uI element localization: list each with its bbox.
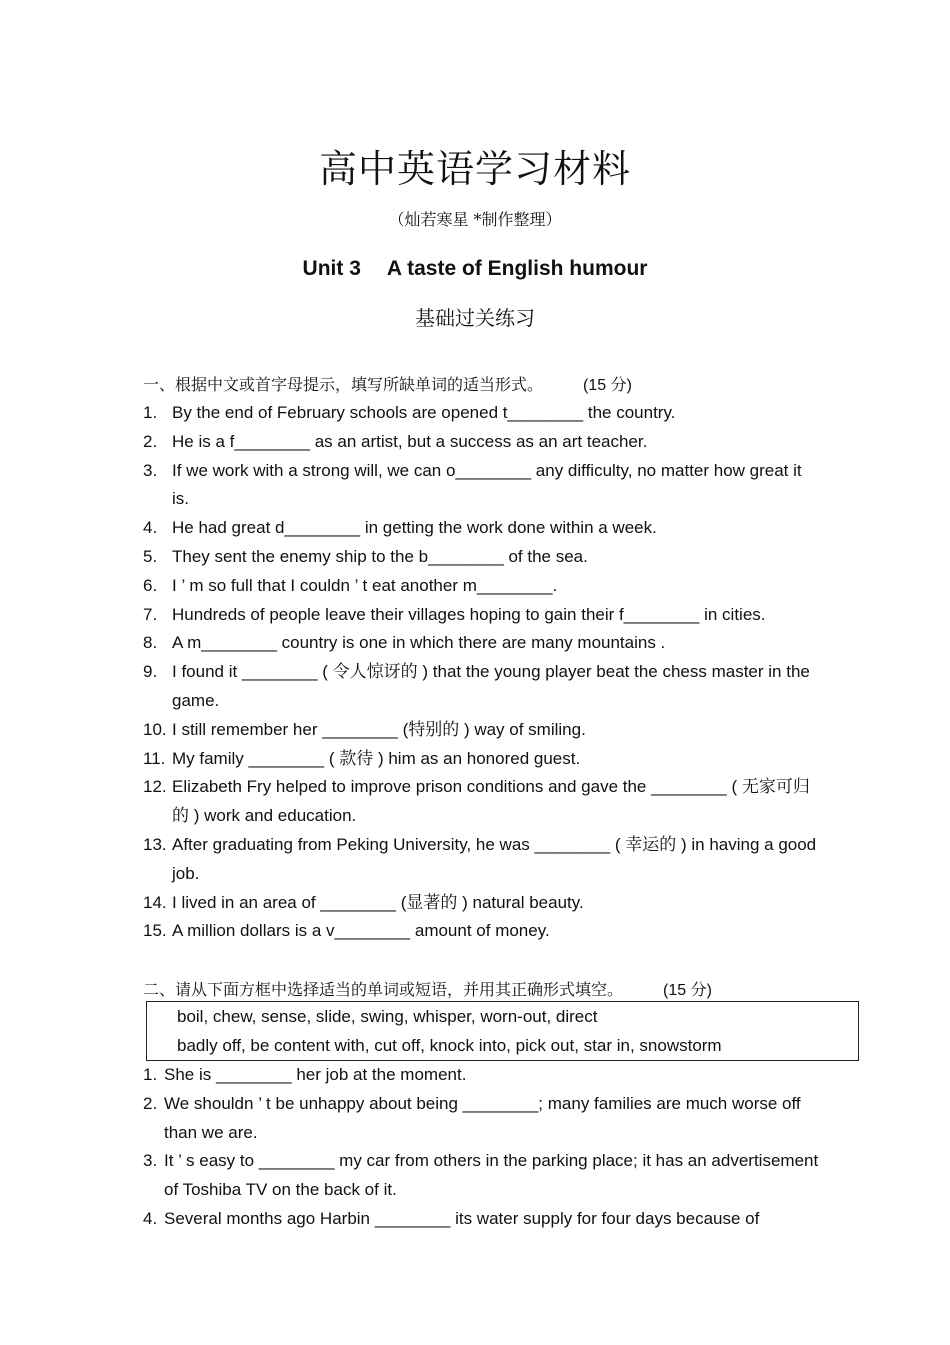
question-item <box>143 831 823 889</box>
question-number: 9. <box>143 662 158 682</box>
question-number: 7. <box>143 604 158 624</box>
question-text: He is a f________ as an artist, but a success as an art teacher. <box>172 431 648 451</box>
question-item <box>143 773 823 831</box>
question-item <box>143 1205 823 1234</box>
question-item <box>143 1090 823 1148</box>
question-text: I found it ________ ( 令人惊讶的 ) that the young player beat the chess master in the game. <box>172 662 810 710</box>
document-title: 高中英语学习材料 <box>318 147 631 191</box>
section2-points: (15 分) <box>663 982 712 999</box>
question-item <box>143 1147 823 1205</box>
question-number: 5. <box>143 546 158 566</box>
question-item <box>143 1061 823 1090</box>
question-text: We shouldn ’ t be unhappy about being ________; many families are much worse off than we are. <box>164 1093 801 1142</box>
question-item <box>143 658 823 716</box>
question-text: If we work with a strong will, we can o________ any difficulty, no matter how great it is. <box>172 460 802 509</box>
unit-name: Unit 3 <box>302 257 361 280</box>
document-subtitle: （灿若寒星 *制作整理） <box>388 210 562 229</box>
question-number: 3. <box>143 460 158 480</box>
question-item <box>143 917 823 946</box>
exercise-title: 基础过关练习 <box>415 306 535 330</box>
question-number: 6. <box>143 575 158 595</box>
unit-topic: A taste of English humour <box>386 257 648 280</box>
question-number: 2. <box>143 431 158 451</box>
section1-question-list <box>143 399 823 946</box>
question-number: 12. <box>143 777 167 797</box>
unit-heading <box>0 257 950 281</box>
section2-heading <box>143 977 712 1000</box>
question-text: A m________ country is one in which there are many mountains . <box>172 633 666 653</box>
question-number: 3. <box>143 1151 158 1171</box>
question-text: Hundreds of people leave their villages hoping to gain their f________ in cities. <box>172 604 766 624</box>
word-bank-line-1: boil, chew, sense, slide, swing, whisper, worn-out, direct <box>177 1007 598 1026</box>
question-text: He had great d________ in getting the work done within a week. <box>172 518 657 538</box>
question-item <box>143 889 823 918</box>
question-text: By the end of February schools are opened t________ the country. <box>172 403 676 422</box>
question-number: 15. <box>143 921 167 941</box>
question-text: I lived in an area of ________ (显著的 ) natural beauty. <box>172 892 584 912</box>
question-text: She is ________ her job at the moment. <box>164 1065 467 1084</box>
question-text: After graduating from Peking University, he was ________ ( 幸运的 ) in having a good job. <box>172 834 817 883</box>
question-text: They sent the enemy ship to the b________ of the sea. <box>172 546 588 566</box>
question-item <box>143 716 823 745</box>
question-text: A million dollars is a v________ amount of money. <box>172 921 550 941</box>
question-number: 10. <box>143 719 167 739</box>
question-item <box>143 601 823 630</box>
word-bank-box <box>146 1001 859 1061</box>
question-text: I still remember her ________ (特别的 ) way of smiling. <box>172 719 586 739</box>
section2-heading-text: 二、请从下面方框中选择适当的单词或短语，并用其正确形式填空。 <box>143 980 624 999</box>
question-item <box>143 745 823 774</box>
question-number: 4. <box>143 1208 158 1228</box>
question-number: 11. <box>143 748 166 768</box>
section1-points: (15 分) <box>583 377 632 394</box>
question-item <box>143 428 823 457</box>
question-text: Several months ago Harbin ________ its water supply for four days because of <box>164 1208 760 1228</box>
question-number: 1. <box>143 403 158 422</box>
question-text: My family ________ ( 款待 ) him as an honored guest. <box>172 748 581 768</box>
question-item <box>143 399 823 428</box>
question-number: 1. <box>143 1065 158 1084</box>
question-item <box>143 457 823 515</box>
question-item <box>143 629 823 658</box>
question-item <box>143 543 823 572</box>
question-number: 13. <box>143 834 167 854</box>
word-bank-line-2: badly off, be content with, cut off, knock into, pick out, star in, snowstorm <box>177 1035 722 1055</box>
section1-heading <box>143 372 632 395</box>
section2-question-list <box>143 1061 823 1234</box>
question-number: 4. <box>143 518 158 538</box>
question-text: I ’ m so full that I couldn ’ t eat another m________. <box>172 575 558 595</box>
question-text: Elizabeth Fry helped to improve prison conditions and gave the ________ ( 无家可归的 ) work and education. <box>172 777 810 826</box>
section1-heading-text: 一、根据中文或首字母提示，填写所缺单词的适当形式。 <box>143 375 544 394</box>
question-number: 8. <box>143 633 158 653</box>
question-number: 2. <box>143 1093 158 1113</box>
question-item <box>143 572 823 601</box>
question-text: It ’ s easy to ________ my car from others in the parking place; it has an advertisement of Toshiba TV on the back of it. <box>164 1151 819 1200</box>
question-number: 14. <box>143 892 167 912</box>
question-item <box>143 514 823 543</box>
